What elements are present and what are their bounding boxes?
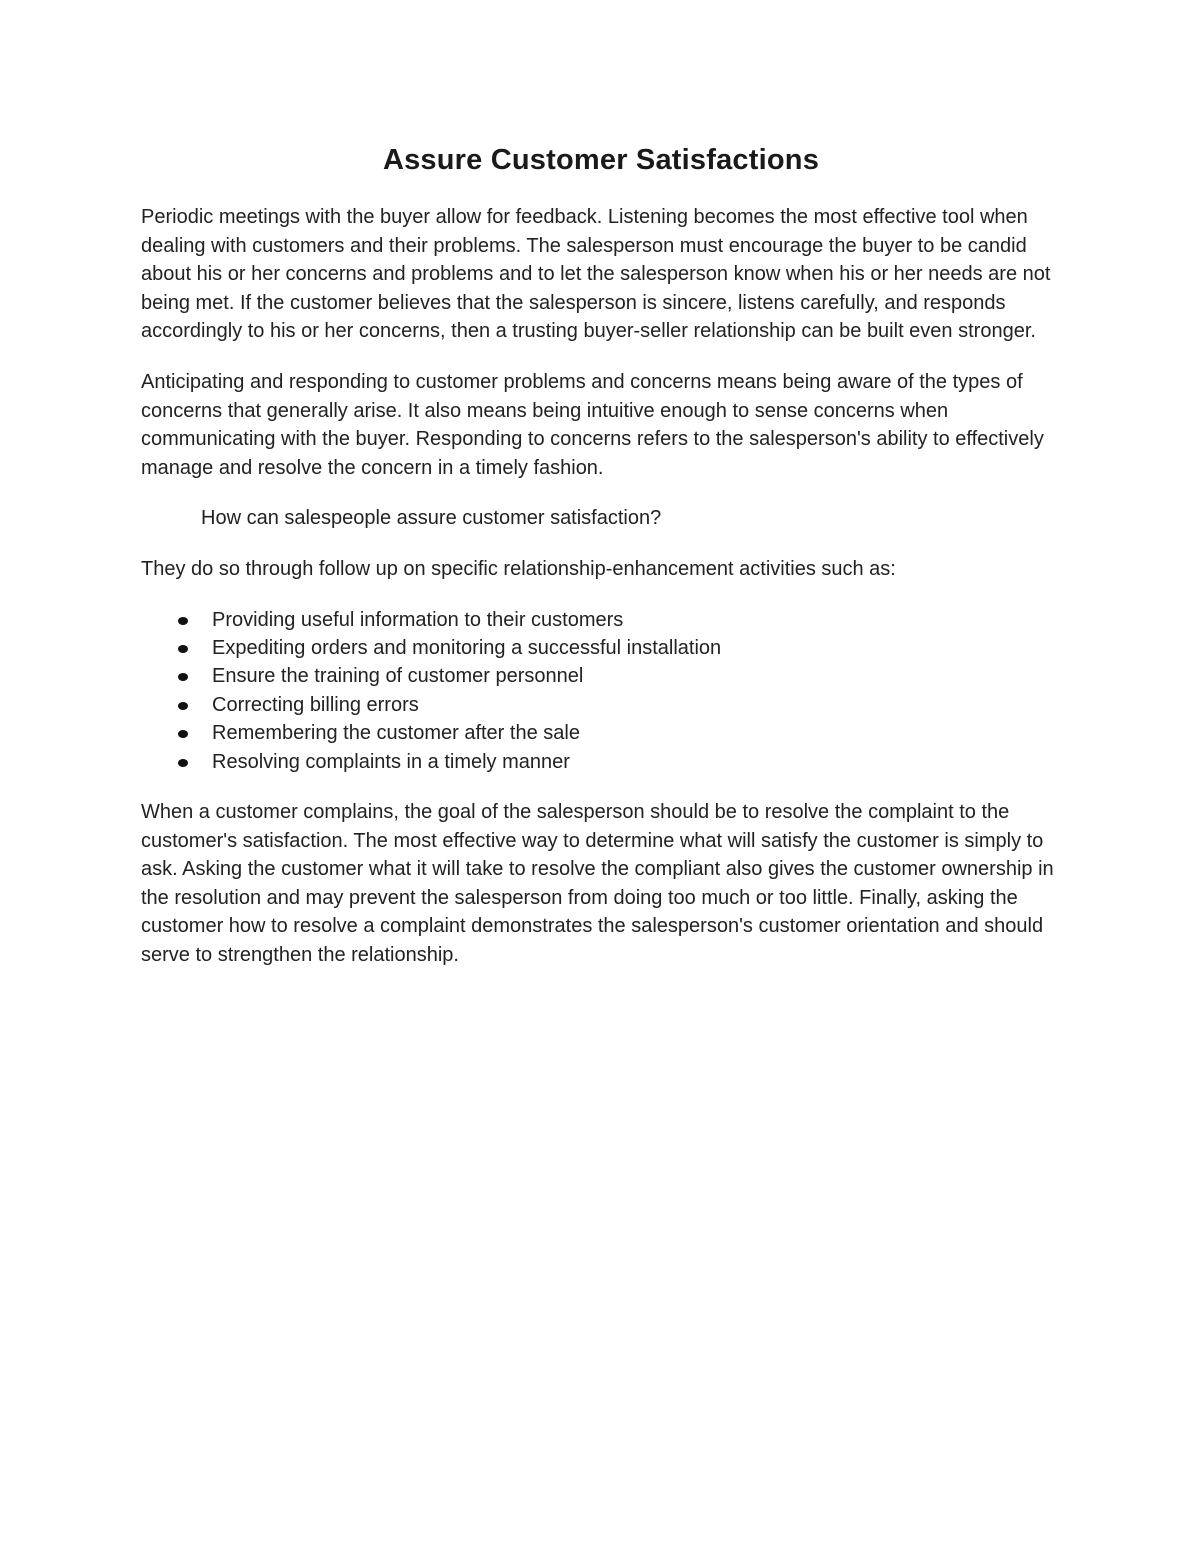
list-item [141,662,1061,690]
bullet-icon [178,673,188,681]
list-item-text: Expediting orders and monitoring a successful installation [212,636,722,659]
list-item [141,719,1061,747]
list-item-text: Correcting billing errors [212,693,419,716]
paragraph-anticipating: Anticipating and responding to customer problems and concerns means being aware of the types of concerns that generally arise. It also means being intuitive enough to sense concerns when communicating with the buyer. Responding to concerns refers to the salesperson's ability to effectively manage and resolve the concern in a timely fashion. [141,370,1044,479]
paragraph-complaints: When a customer complains, the goal of the salesperson should be to resolve the complaint to the customer's satisfaction. The most effective way to determine what will satisfy the customer is simply to ask. Asking the customer what it will take to resolve the compliant also gives the customer ownership in the resolution and may prevent the salesperson from doing too much or too little. Finally, asking the customer how to resolve a complaint demonstrates the salesperson's customer orientation and should serve to strengthen the relationship. [141,800,1054,966]
list-item-text: Remembering the customer after the sale [212,722,580,745]
list-item-text: Resolving complaints in a timely manner [212,750,570,773]
activities-list [141,606,1061,776]
paragraph-feedback: Periodic meetings with the buyer allow for feedback. Listening becomes the most effective tool when dealing with customers and their problems. The salesperson must encourage the buyer to be candid about his or her concerns and problems and to let the salesperson know when his or her needs are not being met. If the customer believes that the salesperson is sincere, listens carefully, and responds accordingly to his or her concerns, then a trusting buyer-seller relationship can be built even stronger. [141,206,1051,343]
list-item [141,634,1061,662]
list-item [141,748,1061,776]
bullet-icon [178,645,188,653]
bullet-icon [178,617,188,625]
bullet-icon [178,702,188,710]
list-item [141,691,1061,719]
document-title: Assure Customer Satisfactions [382,144,820,176]
list-item-text: Ensure the training of customer personnel [212,665,584,688]
bullet-icon [178,759,188,767]
list-item-text: Providing useful information to their customers [212,608,624,631]
question-line: How can salespeople assure customer satisfaction? [201,507,662,530]
list-item [141,606,1061,634]
document-content [141,138,1061,970]
bullet-icon [178,730,188,738]
paragraph-intro-list: They do so through follow up on specific relationship-enhancement activities such as: [141,557,896,580]
